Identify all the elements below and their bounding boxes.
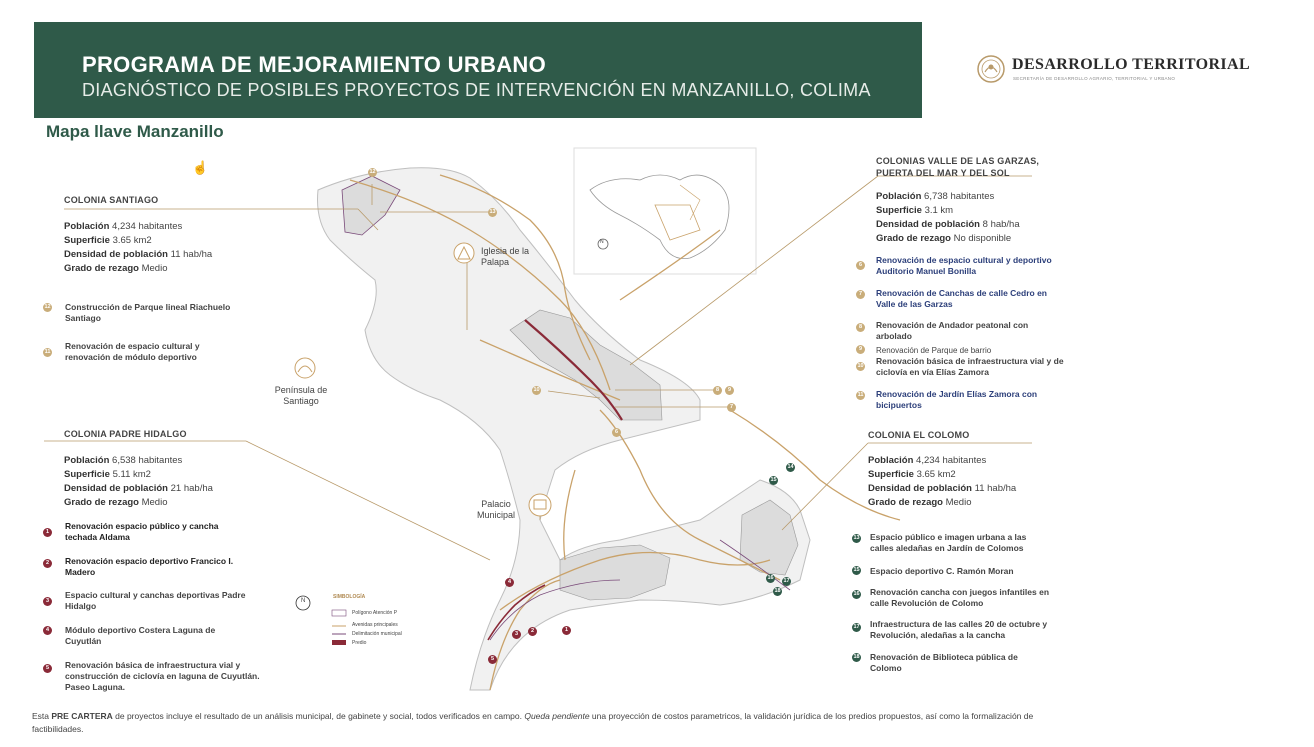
stats-hidalgo: Población 6,538 habitantes Superficie 5.11 km2 Densidad de población 21 hab/ha Grado de rezago Medio	[64, 455, 213, 508]
legend-item-roads: Avenidas principales	[352, 622, 398, 628]
map-marker-4[interactable]: 4	[505, 578, 514, 587]
map-marker-3[interactable]: 3	[512, 630, 521, 639]
project-valle-7: Renovación de Canchas de calle Cedro en Valle de las Garzas	[876, 288, 1048, 309]
map-marker-9[interactable]: 9	[725, 386, 734, 395]
legend-title: SIMBOLOGÍA	[333, 594, 366, 600]
project-hidalgo-4: Módulo deportivo Costera Laguna de Cuyutlán	[65, 625, 216, 646]
map-marker-17[interactable]: 17	[783, 578, 790, 584]
project-colomo-18: Renovación de Biblioteca pública de Colomo	[870, 652, 1018, 673]
map-marker-5[interactable]: 5	[488, 655, 497, 664]
stats-valle: Población 6,738 habitantes Superficie 3.1 km Densidad de población 8 hab/ha Grado de rezago No disponible	[876, 191, 1020, 244]
bullet-santiago-11: 11	[44, 349, 51, 355]
map-marker-7[interactable]: 7	[727, 403, 736, 412]
section-title-valle: COLONIAS VALLE DE LAS GARZAS, PUERTA DEL MAR Y DEL SOL	[876, 156, 1040, 178]
label-peninsula: Península de Santiago	[274, 385, 328, 406]
bullet-colomo-13: 13	[853, 535, 860, 541]
bullet-valle-7: 7	[856, 290, 865, 299]
map-marker-6[interactable]: 6	[612, 428, 621, 437]
bullet-hidalgo-5: 5	[43, 664, 52, 673]
project-colomo-16: Renovación cancha con juegos infantiles en calle Revolución de Colomo	[870, 587, 1050, 608]
bullet-santiago-12: 12	[44, 304, 51, 310]
bullet-valle-9: 9	[856, 345, 865, 354]
label-iglesia: Iglesia de la Palapa	[481, 246, 530, 267]
project-valle-6: Renovación de espacio cultural y deportivo Auditorio Manuel Bonilla	[876, 255, 1052, 276]
map-marker-13[interactable]: 13	[489, 209, 496, 215]
map-marker-14[interactable]: 14	[787, 464, 794, 470]
page-subtitle: Mapa llave Manzanillo	[46, 122, 224, 141]
peninsula-icon	[295, 358, 315, 378]
map-marker-16[interactable]: 16	[767, 575, 774, 581]
stats-colomo: Población 4,234 habitantes Superficie 3.65 km2 Densidad de población 11 hab/ha Grado de rezago Medio	[868, 455, 1017, 508]
label-palacio: Palacio Municipal	[476, 499, 516, 520]
header-subtitle: DIAGNÓSTICO DE POSIBLES PROYECTOS DE INTERVENCIÓN EN MANZANILLO, COLIMA	[82, 80, 871, 100]
map-marker-10[interactable]: 10	[533, 387, 540, 393]
project-hidalgo-5: Renovación básica de infraestructura vial y construcción de ciclovía en laguna de Cuyutlán. Paseo Laguna.	[65, 660, 260, 692]
bullet-hidalgo-2: 2	[43, 559, 52, 568]
stats-santiago: Población 4,234 habitantes Superficie 3.65 km2 Densidad de población 11 hab/ha Grado de rezago Medio	[64, 221, 213, 274]
bullet-valle-8: 8	[856, 323, 865, 332]
bullet-hidalgo-1: 1	[43, 528, 52, 537]
map-marker-18[interactable]: 18	[774, 588, 781, 594]
map-marker-2[interactable]: 2	[528, 627, 537, 636]
inset-north-label: N	[600, 239, 604, 245]
map-marker-8[interactable]: 8	[713, 386, 722, 395]
map-marker-12[interactable]: 12	[369, 169, 376, 175]
legend-item-predio: Predio	[352, 640, 367, 646]
logo-name: DESARROLLO TERRITORIAL	[1012, 56, 1251, 73]
logo-tagline: SECRETARÍA DE DESARROLLO AGRARIO, TERRITORIAL Y URBANO	[1013, 76, 1176, 81]
section-title-colomo: COLONIA EL COLOMO	[868, 430, 970, 440]
project-santiago-11: Renovación de espacio cultural y renovación de módulo deportivo	[65, 341, 200, 362]
bullet-colomo-18: 18	[853, 654, 860, 660]
legend-item-poly: Polígono Atención P	[352, 610, 398, 616]
bullet-hidalgo-3: 3	[43, 597, 52, 606]
project-colomo-17: Infraestructura de las calles 20 de octubre y Revolución, aledañas a la cancha	[870, 619, 1048, 640]
bullet-colomo-17: 17	[853, 624, 860, 630]
project-hidalgo-2: Renovación espacio deportivo Francico I. Madero	[65, 556, 234, 577]
hand-cursor-icon: ☝	[192, 160, 209, 175]
label-north: N	[301, 598, 306, 604]
bullet-valle-11: 11	[857, 392, 864, 398]
inset-map	[574, 148, 756, 274]
section-title-hidalgo: COLONIA PADRE HIDALGO	[64, 429, 187, 439]
bullet-colomo-15: 15	[853, 567, 860, 573]
bullet-valle-10: 10	[857, 363, 864, 369]
bullet-valle-6: 6	[856, 261, 865, 270]
project-valle-10: Renovación básica de infraestructura vial y de ciclovía en vía Elías Zamora	[876, 356, 1064, 377]
palacio-icon	[529, 494, 551, 516]
map-marker-15[interactable]: 15	[770, 477, 777, 483]
header-title: PROGRAMA DE MEJORAMIENTO URBANO	[82, 52, 546, 77]
project-valle-8: Renovación de Andador peatonal con arbolado	[876, 320, 1029, 341]
footer-note: Esta PRE CARTERA de proyectos incluye el resultado de un análisis municipal, de gabinete y social, todos verificados en campo. Queda pendiente una proyección de costos parametricos, la validación jurídica de los predios propuestos, así como la formalización de factibilidades.	[32, 711, 1034, 734]
project-santiago-12: Construcción de Parque lineal Riachuelo Santiago	[65, 302, 231, 323]
project-colomo-15: Espacio deportivo C. Ramón Moran	[870, 566, 1014, 576]
iglesia-icon	[454, 243, 474, 263]
project-valle-11: Renovación de Jardín Elías Zamora con bicipuertos	[876, 389, 1038, 410]
legend-item-boundary: Delimitación municipal	[352, 631, 402, 637]
map-marker-1[interactable]: 1	[562, 626, 571, 635]
legend	[332, 610, 346, 645]
project-hidalgo-1: Renovación espacio público y cancha techada Aldama	[65, 521, 219, 542]
section-title-santiago: COLONIA SANTIAGO	[64, 195, 159, 205]
bullet-colomo-16: 16	[853, 591, 860, 597]
project-hidalgo-3: Espacio cultural y canchas deportivas Padre Hidalgo	[65, 590, 246, 611]
project-colomo-13: Espacio público e imagen urbana a las calles aledañas en Jardín de Colomos	[870, 532, 1027, 553]
bullet-hidalgo-4: 4	[43, 626, 52, 635]
project-valle-9: Renovación de Parque de barrio	[876, 346, 992, 355]
